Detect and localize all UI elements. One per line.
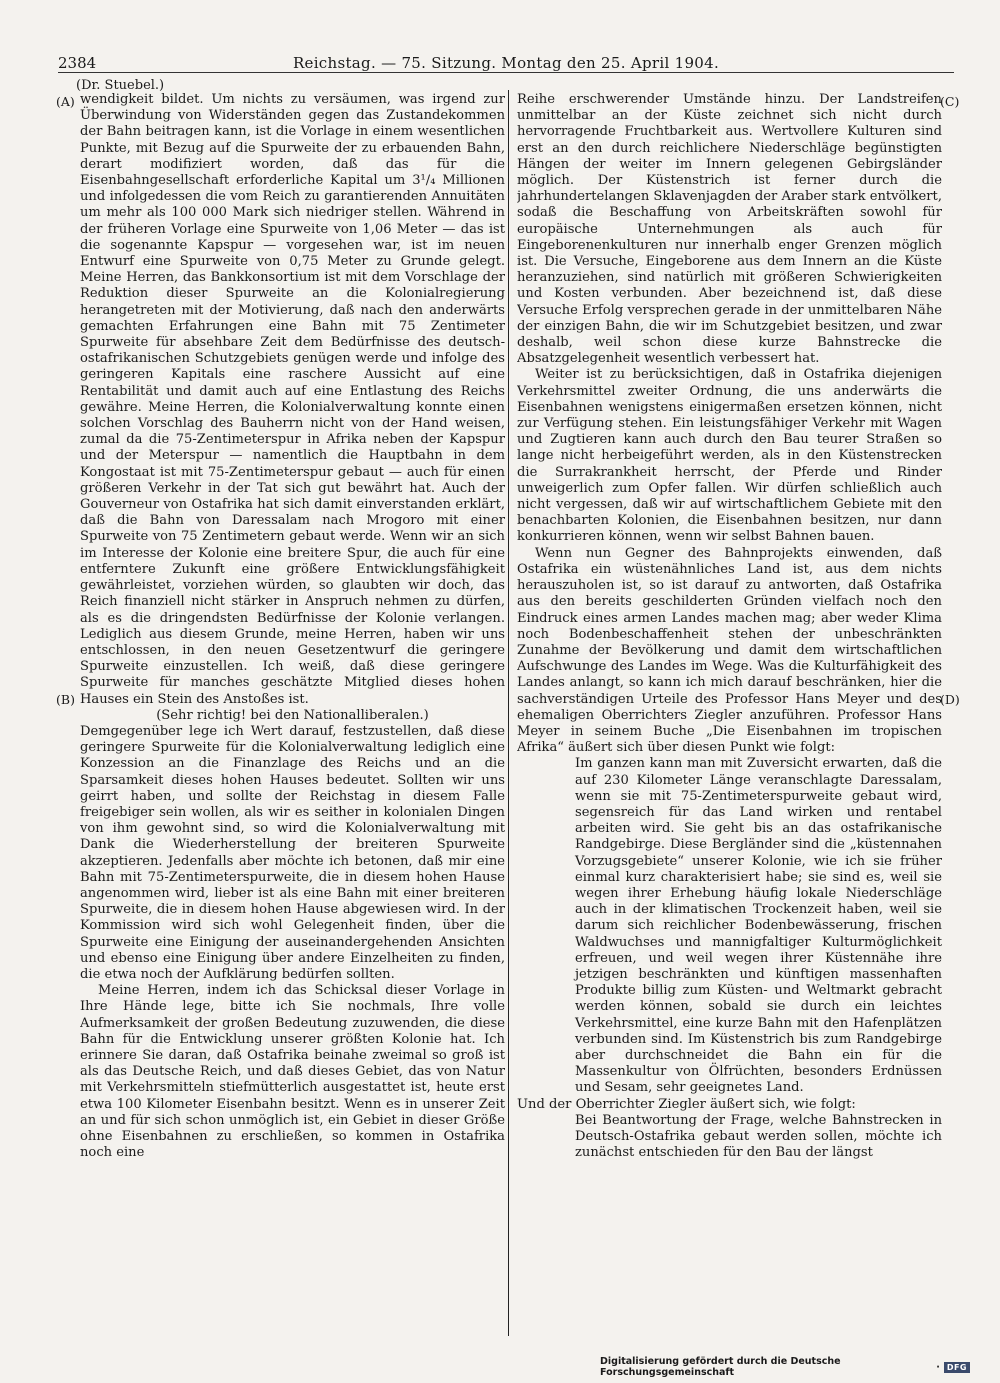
paragraph: Wenn nun Gegner des Bahnprojekts einwenden, daß Ostafrika ein wüstenähnliches Land ist, aus dem nichts herauszuholen ist, so ist darauf zu antworten, daß Ostafrika aus den bereits geschilderten Gründen vielfach noch den Eindruck eines armen Landes machen mag; aber weder Klima noch Bodenbeschaffenheit stehen der unbeschränkten Zunahme der Bevölkerung und damit dem wirtschaftlichen Aufschwunge des Landes im Wege. Was die Kulturfähigkeit des Landes anlangt, so kann ich mich darauf beschränken, hier die sachverständigen Urteile des Professor Hans Meyer und des ehemaligen Oberrichters Ziegler anzuführen. Professor Hans Meyer in seinem Buche „Die Eisenbahnen im tropischen Afrika“ äußert sich über diesen Punkt wie folgt: bbox=[517, 545, 942, 756]
speaker-name: (Dr. Stuebel.) bbox=[76, 78, 165, 93]
right-column bbox=[517, 92, 942, 1336]
page-header bbox=[58, 48, 954, 72]
paragraph: Demgegenüber lege ich Wert darauf, festzustellen, daß diese geringere Spurweite für die Kolonialverwaltung lediglich eine Konzession an die Finanzlage des Reichs und an die Sparsamkeit dieses hohen Hauses bedeutet. Sollten wir uns geirrt haben, und sollte der Reichstag in diesem Falle freigebiger sein wollen, als wir es seither in kolonialen Dingen von ihm gewohnt sind, so wird die Kolonialverwaltung mit Dank die Wiederherstellung der breiteren Spurweite akzeptieren. Jedenfalls aber möchte ich betonen, daß mir eine Bahn mit 75-Zentimeterspurweite, die in diesem hohen Hause angenommen wird, lieber ist als eine Bahn mit einer breiteren Spurweite, die in diesem hohen Hause abgewiesen wird. In der Kommission wird sich wohl Gelegenheit finden, über die Spurweite eine Einigung der auseinandergehenden Ansichten und ebenso eine Einigung über andere Einzelheiten zu finden, die etwa noch der Aufklärung bedürfen sollten. bbox=[80, 723, 505, 982]
page-number: 2384 bbox=[58, 54, 97, 72]
header-rule bbox=[58, 72, 954, 73]
dfg-logo-icon: DFG bbox=[944, 1362, 970, 1373]
left-column bbox=[80, 92, 505, 1336]
paragraph: Meine Herren, indem ich das Schicksal dieser Vorlage in Ihre Hände lege, bitte ich Sie nochmals, Ihre volle Aufmerksamkeit der großen Bedeutung zuzuwenden, die diese Bahn für die Entwicklung unserer größten Kolonie hat. Ich erinnere Sie daran, daß Ostafrika beinahe zweimal so groß ist als das Deutsche Reich, und daß dieses Gebiet, das von Natur mit Verkehrsmitteln stiefmütterlich ausgestattet ist, heute erst etwa 100 Kilometer Eisenbahn besitzt. Wenn es in unserer Zeit an und für sich schon unmöglich ist, ein Gebiet in dieser Größe ohne Eisenbahnen zu erschließen, so kommen in Ostafrika noch eine bbox=[80, 983, 505, 1161]
running-title: Reichstag. — 75. Sitzung. Montag den 25. April 1904. bbox=[292, 54, 720, 72]
margin-marker-d: (D) bbox=[940, 692, 960, 707]
interjection: (Sehr richtig! bei den Nationalliberalen.) bbox=[156, 707, 429, 723]
margin-marker-a: (A) bbox=[56, 94, 75, 109]
paragraph: Weiter ist zu berücksichtigen, daß in Ostafrika diejenigen Verkehrsmittel zweiter Ordnung, die uns anderwärts die Eisenbahnen wenigstens einigermaßen ersetzen können, nicht zur Verfügung stehen. Ein leistungsfähiger Verkehr mit Wagen und Zugtieren kann auch durch den Bau teurer Straßen so lange nicht herbeigeführt werden, als in den Küstenstrecken die Surrakrankheit herrscht, der Pferde und Rinder unweigerlich zum Opfer fallen. Wir dürfen schließlich auch nicht vergessen, daß wir auf wirtschaftlichem Gebiete mit den benachbarten Kolonien, die Eisenbahnen besitzen, nur dann konkurrieren können, wenn wir selbst Bahnen bauen. bbox=[517, 367, 942, 545]
digitization-credit: Digitalisierung gefördert durch die Deutsche Forschungsgemeinschaft bbox=[600, 1356, 841, 1378]
margin-marker-c: (C) bbox=[940, 94, 960, 109]
paragraph: wendigkeit bildet. Um nichts zu versäumen, was irgend zur Überwindung von Widerständen gegen das Zustandekommen der Bahn beitragen kann, ist die Vorlage in einem wesentlichen Punkte, mit Bezug auf die Spurweite der zu erbauenden Bahn, derart modifiziert worden, daß das für die Eisenbahngesellschaft erforderliche Kapital um 3¹/₄ Millionen und infolgedessen die vom Reich zu garantierenden Annuitäten um mehr als 100 000 Mark sich niedriger stellen. Während in der früheren Vorlage eine Spurweite von 1,06 Meter — das ist die sogenannte Kapspur — vorgesehen war, ist im neuen Entwurf eine Spurweite von 0,75 Meter zu Grunde gelegt. Meine Herren, das Bankkonsortium ist mit dem Vorschlage der Reduktion dieser Spurweite an die Kolonialregierung herangetreten mit der Motivierung, daß nach den anderwärts gemachten Erfahrungen eine Bahn mit 75 Zentimeter Spurweite für absehbare Zeit dem Bedürfnisse des deutsch-ostafrikanischen Schutzgebiets genügen werde und infolge des geringeren Kapitals eine raschere Aussicht auf eine Rentabilität und damit auch auf eine Entlastung des Reichs gewähre. Meine Herren, die Kolonialverwaltung konnte einen solchen Vorschlag des Bauherrn nicht von der Hand weisen, zumal da die 75-Zentimeterspur in Afrika neben der Kapspur und der Meterspur — namentlich die Hauptbahn in dem Kongostaat ist mit 75-Zentimeterspur gebaut — auch für einen größeren Verkehr in der Tat sich gut bewährt hat. Auch der Gouverneur von Ostafrika hat sich damit einverstanden erklärt, daß die Bahn von Daressalam nach Mrogoro mit einer Spurweite von 75 Zentimetern gebaut werde. Wenn wir an sich im Interesse der Kolonie eine breitere Spur, die auch für eine entferntere Zukunft eine größere Entwicklungsfähigkeit gewährleistet, vorziehen würden, so glaubten wir doch, das Reich finanziell nicht stärker in Anspruch nehmen zu dürfen, als es die dringendsten Bedürfnisse der Kolonie verlangen. Lediglich aus diesem Grunde, meine Herren, haben wir uns entschlossen, in den neuen Gesetzentwurf die geringere Spurweite einzustellen. Ich weiß, daß diese geringere Spurweite für manches geschätzte Mitglied dieses hohen Hauses ein Stein des Anstoßes ist. bbox=[80, 92, 505, 707]
page-footer: Digitalisierung gefördert durch die Deutsche Forschungsgemeinschaft · DFG bbox=[600, 1358, 970, 1376]
block-quote: Bei Beantwortung der Frage, welche Bahnstrecken in Deutsch-Ostafrika gebaut werden sollen, möchte ich zunächst entschieden für den Bau der längst bbox=[575, 1112, 942, 1161]
paragraph: Und der Oberrichter Ziegler äußert sich, wie folgt: bbox=[517, 1096, 856, 1112]
column-divider bbox=[508, 90, 509, 1336]
margin-marker-b: (B) bbox=[56, 692, 75, 707]
block-quote: Im ganzen kann man mit Zuversicht erwarten, daß die auf 230 Kilometer Länge veranschlagte Daressalam, wenn sie mit 75-Zentimeterspurweite gebaut wird, segensreich für das Land wirken und rentabel arbeiten wird. Sie geht bis an das ostafrikanische Randgebirge. Diese Bergländer sind die „küstennahen Vorzugsgebiete“ unserer Kolonie, wie ich sie früher einmal kurz charakterisiert habe; sie sind es, weil sie wegen ihrer Erhebung häufig lokale Niederschläge auch in der klimatischen Trockenzeit haben, weil sie darum sich reichlicher Bodenbewässerung, frischen Waldwuchses und mannigfaltiger Kulturmöglichkeit erfreuen, und weil wegen ihrer Küstennähe ihre jetzigen beschränkten und künftigen massenhaften Produkte billig zum Küsten- und Weltmarkt gebracht werden können, sobald sie durch ein leichtes Verkehrsmittel, eine kurze Bahn mit den Hafenplätzen verbunden sind. Im Küstenstrich bis zum Randgebirge aber durchschneidet die Bahn ein für die Massenkultur von Ölfrüchten, besonders Erdnüssen und Sesam, sehr geeignetes Land. bbox=[575, 756, 942, 1096]
paragraph: Reihe erschwerender Umstände hinzu. Der Landstreifen unmittelbar an der Küste zeichnet sich nicht durch hervorragende Fruchtbarkeit aus. Wertvollere Kulturen sind erst an den durch reichlichere Niederschläge begünstigten Hängen der weiter im Innern gelegenen Gebirgsländer möglich. Der Küstenstrich ist ferner durch die jahrhundertelangen Sklavenjagden der Araber stark entvölkert, sodaß die Beschaffung von Arbeitskräften sowohl für europäische Unternehmungen als auch für Eingeborenenkulturen nur innerhalb enger Grenzen möglich ist. Die Versuche, Eingeborene aus dem Innern an die Küste heranzuziehen, sind natürlich mit größeren Schwierigkeiten und Kosten verbunden. Aber bezeichnend ist, daß diese Versuche Erfolg versprechen gerade in der unmittelbaren Nähe der einzigen Bahn, die wir im Schutzgebiet besitzen, und zwar deshalb, weil schon diese kurze Bahnstrecke die Absatzgelegenheit wesentlich verbessert hat. bbox=[517, 92, 942, 367]
